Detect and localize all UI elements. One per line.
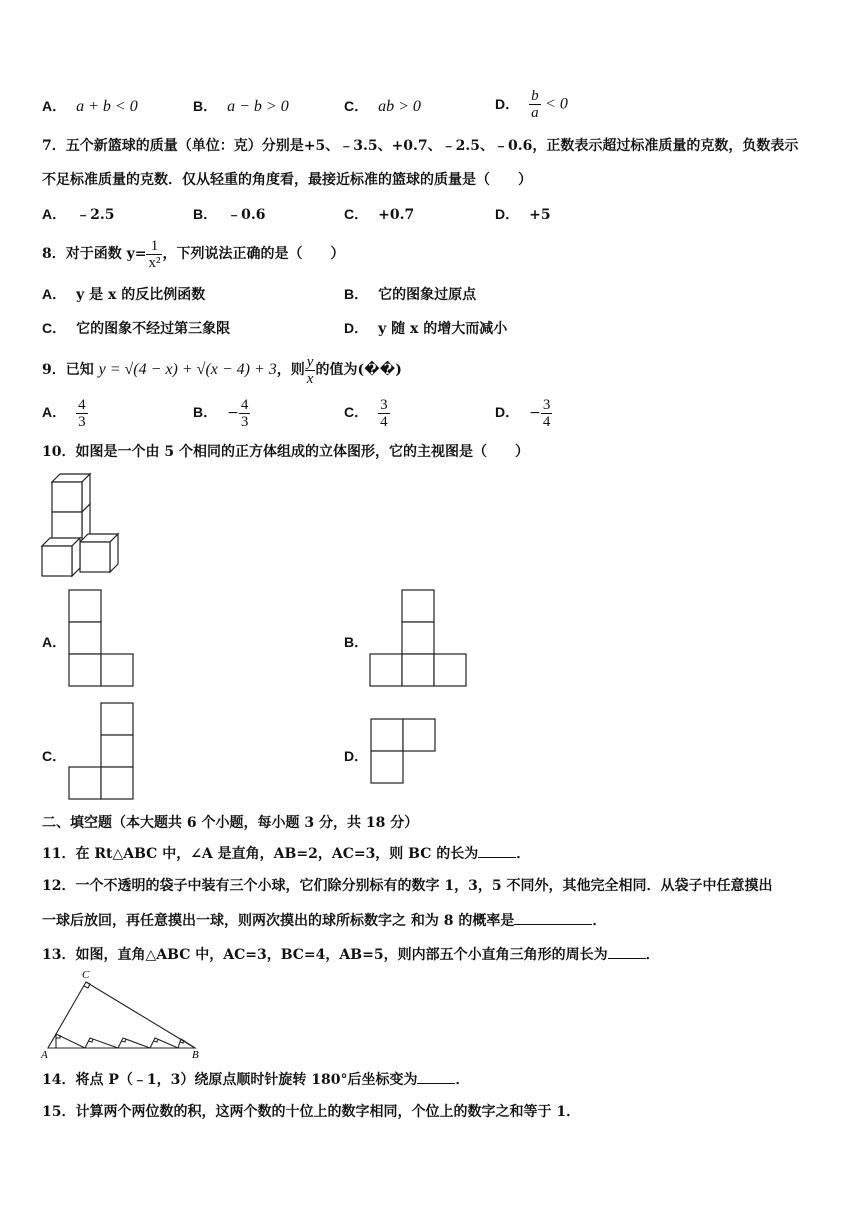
q11-end: ． xyxy=(516,846,531,862)
option-expr: a + b < 0 xyxy=(76,98,138,115)
option-text: +0.7 xyxy=(378,207,415,223)
fraction-denominator: 4 xyxy=(542,413,551,430)
q14 xyxy=(42,1069,469,1090)
option-letter: D． xyxy=(344,320,369,336)
fraction-denominator: a xyxy=(531,105,539,121)
option-letter: B． xyxy=(344,286,369,302)
fraction-denominator: x xyxy=(306,370,314,387)
answer-blank xyxy=(514,910,592,925)
fraction-denominator: 4 xyxy=(380,413,388,430)
answer-blank xyxy=(608,944,646,959)
q8-suffix: ，下列说法正确的是（ ） xyxy=(162,246,345,262)
q10-option-c-label: C． xyxy=(42,748,67,764)
square xyxy=(101,703,133,735)
option-expr: ab > 0 xyxy=(378,98,421,115)
option-expr: < 0 xyxy=(545,95,568,113)
fraction-numerator: 3 xyxy=(380,396,388,413)
fraction-denominator: x² xyxy=(148,254,161,271)
section-2-title: 二、填空题（本大题共 6 个小题，每小题 3 分，共 18 分） xyxy=(42,815,419,831)
option-letter: A． xyxy=(42,286,67,302)
fraction-denominator: 3 xyxy=(78,413,86,430)
option-letter: D． xyxy=(495,404,520,420)
square xyxy=(403,719,435,751)
q9-option-a xyxy=(42,394,88,431)
q12-line1: 12．一个不透明的袋子中装有三个小球，它们除分别标有的数字 1，3，5 不同外，其他完全相同．从袋子中任意摸出 xyxy=(42,878,773,894)
q9-mid: ，则 xyxy=(276,362,305,378)
q8-option-b xyxy=(344,284,476,305)
square xyxy=(101,654,133,686)
q7-line2: 不足标准质量的克数．仅从轻重的角度看，最接近标准的篮球的质量是（ ） xyxy=(42,172,532,188)
fraction-numerator: y xyxy=(306,353,314,370)
answer-blank xyxy=(417,1069,455,1084)
square xyxy=(69,622,101,654)
cube-stack-figure xyxy=(40,470,126,582)
q12-line2-wrap xyxy=(42,910,606,931)
cube-face xyxy=(42,546,72,576)
option-text: y 是 x 的反比例函数 xyxy=(76,287,206,303)
option-text: 它的图象不经过第三象限 xyxy=(76,321,231,337)
q10-option-d-figure xyxy=(370,718,436,786)
fraction xyxy=(76,397,88,430)
q7-option-d xyxy=(495,204,551,225)
q13-text: 13．如图，直角△ABC 中，AC=3，BC=4，AB=5，则内部五个小直角三角形的周长为 xyxy=(42,947,608,963)
option-text: ﹣0.6 xyxy=(227,207,266,223)
option-letter: C． xyxy=(344,206,369,222)
option-letter: B． xyxy=(193,98,218,114)
q7-option-b xyxy=(193,204,265,225)
q7-option-c xyxy=(344,204,414,225)
option-letter: C． xyxy=(344,404,369,420)
q8-option-a xyxy=(42,284,205,305)
q9-option-d xyxy=(495,394,552,431)
fraction-numerator: 3 xyxy=(542,396,551,413)
q13-triangle-figure xyxy=(40,968,210,1060)
small-triangle xyxy=(150,1038,178,1048)
option-sign: − xyxy=(529,405,541,421)
q7-line1: 7．五个新篮球的质量（单位：克）分别是+5、﹣3.5、+0.7、﹣2.5、﹣0.6，正数表示超过标准质量的克数，负数表示 xyxy=(42,138,799,154)
q9-prefix: 9．已知 xyxy=(42,362,94,378)
option-letter: B． xyxy=(193,206,218,222)
q7-option-a xyxy=(42,204,114,225)
q10-option-b-figure xyxy=(369,589,467,689)
fraction-numerator: 1 xyxy=(146,238,162,255)
vertex-label-c: C xyxy=(82,969,90,981)
option-letter: C． xyxy=(344,98,369,114)
option-expr: a − b > 0 xyxy=(227,98,289,115)
option-text: y 随 x 的增大而减小 xyxy=(378,321,508,337)
fraction-numerator: 4 xyxy=(78,396,86,413)
q14-text: 14．将点 P（﹣1，3）绕原点顺时针旋转 180°后坐标变为 xyxy=(42,1072,418,1088)
square xyxy=(370,654,402,686)
small-triangle xyxy=(118,1038,150,1048)
q14-end: ． xyxy=(455,1072,470,1088)
fraction xyxy=(529,88,541,121)
q13-end: ． xyxy=(645,947,660,963)
q6-option-c xyxy=(344,96,421,117)
fraction xyxy=(378,397,390,430)
q13 xyxy=(42,944,660,965)
q11 xyxy=(42,843,530,864)
option-text: ﹣2.5 xyxy=(76,207,115,223)
q8-prefix: 8．对于函数 y= xyxy=(42,246,147,262)
q10-option-a-label: A． xyxy=(42,634,67,650)
triangle-abc xyxy=(48,982,195,1048)
q10-option-a-figure xyxy=(68,589,134,689)
q10-option-d-label: D． xyxy=(344,748,369,764)
q6-option-b xyxy=(193,96,289,117)
option-letter: A． xyxy=(42,206,67,222)
q8-option-c xyxy=(42,318,230,339)
q15: 15．计算两个两位数的积，这两个数的十位上的数字相同，个位上的数字之和等于 1． xyxy=(42,1104,581,1120)
fraction xyxy=(305,354,316,387)
square xyxy=(69,590,101,622)
square xyxy=(402,590,434,622)
q8-stem xyxy=(42,236,344,272)
q6-option-a xyxy=(42,96,138,117)
square xyxy=(402,622,434,654)
fraction-numerator: b xyxy=(531,88,539,104)
q9-option-b xyxy=(193,394,250,431)
square xyxy=(69,767,101,799)
option-sign: − xyxy=(227,405,239,421)
fraction xyxy=(541,397,553,430)
square xyxy=(371,719,403,751)
small-triangle xyxy=(85,1038,118,1048)
fraction xyxy=(239,397,251,430)
square xyxy=(371,751,403,783)
vertex-label-b: B xyxy=(192,1049,199,1061)
vertex-label-a: A xyxy=(41,1049,48,1061)
q10-stem: 10．如图是一个由 5 个相同的正方体组成的立体图形，它的主视图是（ ） xyxy=(42,444,529,460)
q10-option-c-figure xyxy=(68,702,134,802)
q9-expr: y = √(4 − x) + √(x − 4) + 3 xyxy=(98,361,277,378)
option-letter: A． xyxy=(42,98,67,114)
q12-line2: 一球后放回，再任意摸出一球，则两次摸出的球所标数字之 和为 8 的概率是 xyxy=(42,913,515,929)
option-letter: C． xyxy=(42,320,67,336)
square xyxy=(434,654,466,686)
q10-option-b-label: B． xyxy=(344,634,369,650)
answer-blank xyxy=(478,843,516,858)
square xyxy=(402,654,434,686)
q11-text: 11．在 Rt△ABC 中，∠A 是直角，AB=2，AC=3，则 BC 的长为 xyxy=(42,846,479,862)
option-letter: D． xyxy=(495,95,520,112)
option-letter: D． xyxy=(495,206,520,222)
q6-option-d xyxy=(495,88,568,121)
small-triangle xyxy=(178,1039,195,1048)
square xyxy=(69,654,101,686)
q8-option-d xyxy=(344,318,507,339)
square xyxy=(101,735,133,767)
fraction xyxy=(146,238,162,271)
q9-option-c xyxy=(344,394,390,431)
cube-face xyxy=(52,482,82,512)
option-text: +5 xyxy=(529,207,551,223)
option-letter: A． xyxy=(42,404,67,420)
cube-face xyxy=(80,542,110,572)
option-text: 它的图象过原点 xyxy=(378,287,477,303)
q9-stem xyxy=(42,352,402,388)
square xyxy=(101,767,133,799)
fraction-numerator: 4 xyxy=(240,396,249,413)
fraction-denominator: 3 xyxy=(240,413,249,430)
option-letter: B． xyxy=(193,404,218,420)
q9-suffix: 的值为(��) xyxy=(315,362,402,378)
q12-end: ． xyxy=(592,913,607,929)
